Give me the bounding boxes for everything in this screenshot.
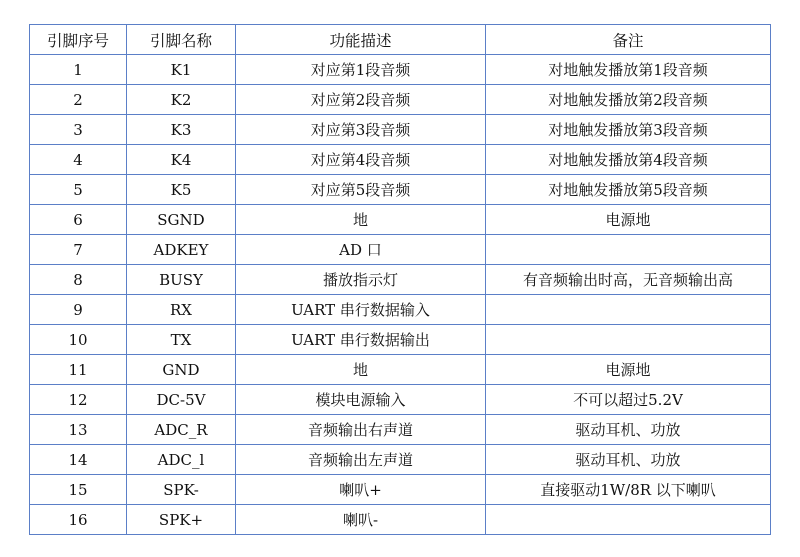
cell-remarks: 电源地 <box>486 355 771 385</box>
table-row <box>30 175 771 205</box>
cell-pin-name: RX <box>127 295 236 325</box>
table-body <box>30 55 771 535</box>
header-pin-name: 引脚名称 <box>127 25 236 55</box>
cell-pin-name: ADC_l <box>127 445 236 475</box>
cell-function: UART 串行数据输入 <box>236 295 486 325</box>
cell-function: 播放指示灯 <box>236 265 486 295</box>
cell-function: 对应第4段音频 <box>236 145 486 175</box>
pin-definition-table <box>29 24 771 535</box>
cell-pin-number: 2 <box>30 85 127 115</box>
table-row <box>30 415 771 445</box>
cell-remarks: 不可以超过5.2V <box>486 385 771 415</box>
cell-pin-name: TX <box>127 325 236 355</box>
cell-function: 对应第3段音频 <box>236 115 486 145</box>
cell-pin-name: K2 <box>127 85 236 115</box>
cell-function: 喇叭+ <box>236 475 486 505</box>
cell-remarks: 电源地 <box>486 205 771 235</box>
cell-pin-number: 6 <box>30 205 127 235</box>
cell-remarks: 对地触发播放第2段音频 <box>486 85 771 115</box>
cell-function: 对应第2段音频 <box>236 85 486 115</box>
cell-remarks: 驱动耳机、功放 <box>486 415 771 445</box>
cell-remarks <box>486 325 771 355</box>
cell-pin-number: 12 <box>30 385 127 415</box>
cell-remarks: 直接驱动1W/8R 以下喇叭 <box>486 475 771 505</box>
cell-remarks: 驱动耳机、功放 <box>486 445 771 475</box>
cell-remarks <box>486 295 771 325</box>
cell-pin-name: K1 <box>127 55 236 85</box>
cell-function: AD 口 <box>236 235 486 265</box>
cell-function: 喇叭- <box>236 505 486 535</box>
table-row <box>30 355 771 385</box>
cell-function: 对应第1段音频 <box>236 55 486 85</box>
cell-pin-number: 1 <box>30 55 127 85</box>
cell-pin-number: 15 <box>30 475 127 505</box>
cell-pin-name: SPK+ <box>127 505 236 535</box>
table-row <box>30 235 771 265</box>
header-row <box>30 25 771 55</box>
cell-function: 音频输出右声道 <box>236 415 486 445</box>
table-row <box>30 385 771 415</box>
table-row <box>30 85 771 115</box>
cell-remarks <box>486 505 771 535</box>
cell-remarks <box>486 235 771 265</box>
cell-pin-number: 13 <box>30 415 127 445</box>
cell-pin-number: 5 <box>30 175 127 205</box>
cell-pin-name: ADKEY <box>127 235 236 265</box>
table-row <box>30 265 771 295</box>
cell-remarks: 对地触发播放第5段音频 <box>486 175 771 205</box>
table-row <box>30 205 771 235</box>
cell-pin-name: ADC_R <box>127 415 236 445</box>
cell-remarks: 对地触发播放第4段音频 <box>486 145 771 175</box>
cell-pin-name: GND <box>127 355 236 385</box>
cell-remarks: 对地触发播放第1段音频 <box>486 55 771 85</box>
cell-pin-number: 4 <box>30 145 127 175</box>
cell-function: 地 <box>236 205 486 235</box>
table-row <box>30 55 771 85</box>
table-header <box>30 25 771 55</box>
cell-pin-number: 16 <box>30 505 127 535</box>
cell-pin-name: K3 <box>127 115 236 145</box>
cell-pin-number: 14 <box>30 445 127 475</box>
cell-function: 地 <box>236 355 486 385</box>
header-remarks: 备注 <box>486 25 771 55</box>
cell-pin-name: SPK- <box>127 475 236 505</box>
cell-pin-name: K4 <box>127 145 236 175</box>
cell-pin-name: BUSY <box>127 265 236 295</box>
cell-function: 模块电源输入 <box>236 385 486 415</box>
cell-function: 对应第5段音频 <box>236 175 486 205</box>
cell-pin-number: 8 <box>30 265 127 295</box>
table-row <box>30 115 771 145</box>
cell-pin-number: 10 <box>30 325 127 355</box>
cell-remarks: 有音频输出时高，无音频输出高 <box>486 265 771 295</box>
cell-pin-name: K5 <box>127 175 236 205</box>
table-row <box>30 295 771 325</box>
cell-pin-number: 9 <box>30 295 127 325</box>
cell-function: 音频输出左声道 <box>236 445 486 475</box>
table-row <box>30 325 771 355</box>
header-function: 功能描述 <box>236 25 486 55</box>
cell-remarks: 对地触发播放第3段音频 <box>486 115 771 145</box>
table-row <box>30 445 771 475</box>
cell-function: UART 串行数据输出 <box>236 325 486 355</box>
cell-pin-number: 3 <box>30 115 127 145</box>
table-row <box>30 145 771 175</box>
table-row <box>30 475 771 505</box>
cell-pin-name: SGND <box>127 205 236 235</box>
cell-pin-name: DC-5V <box>127 385 236 415</box>
cell-pin-number: 7 <box>30 235 127 265</box>
header-pin-number: 引脚序号 <box>30 25 127 55</box>
cell-pin-number: 11 <box>30 355 127 385</box>
table-row <box>30 505 771 535</box>
